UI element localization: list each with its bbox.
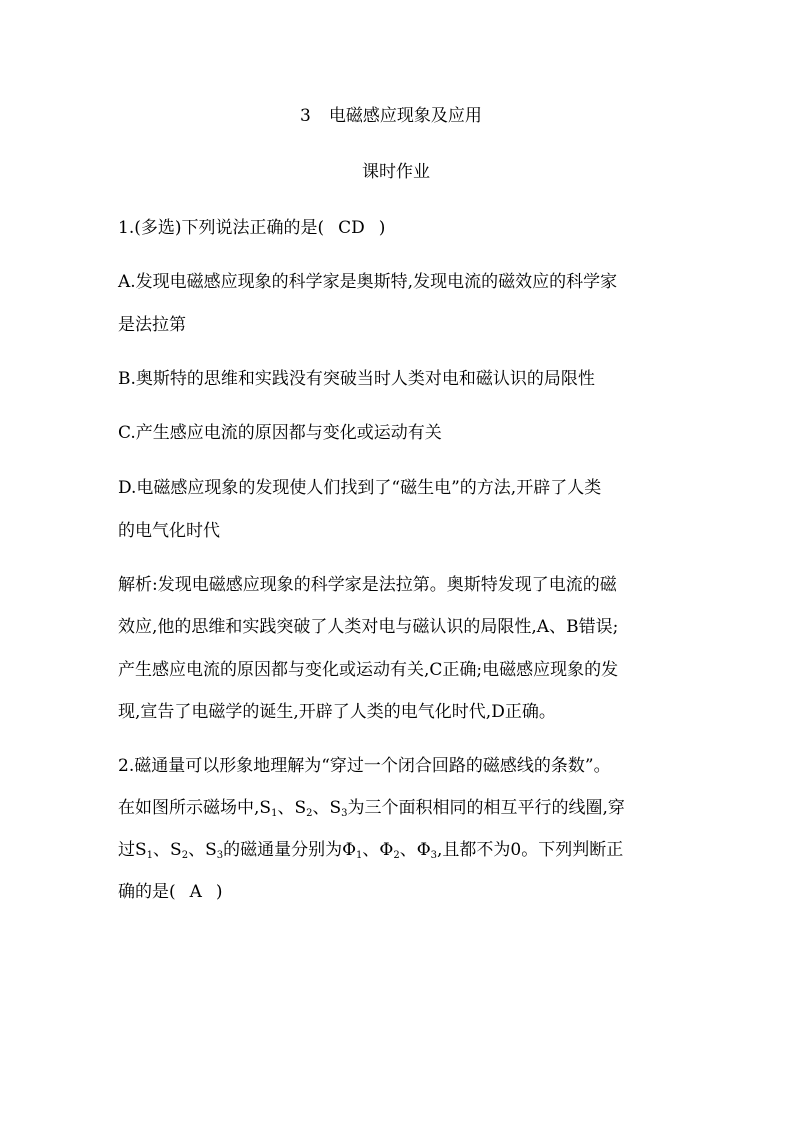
subscript-3: 3 [341,808,348,819]
page-subtitle: 课时作业 [362,162,430,182]
symbol-s3: S [205,840,217,860]
question-2-line-1: 2.磁通量可以形象地理解为“穿过一个闭合回路的磁感线的条数”。 [118,756,611,776]
question-2-line-2-prefix: 在如图所示磁场中, [118,798,260,818]
separator: 、 [312,798,330,818]
analysis-line-2: 效应,他的思维和实践突破了人类对电与磁认识的局限性,A、B错误; [118,617,619,637]
section-title [300,105,482,127]
question-2-line-2-suffix: 为三个面积相同的相互平行的线圈,穿 [347,798,625,818]
symbol-s3: S [329,798,342,818]
symbol-s1: S [135,840,147,860]
question-2-answer: A [189,882,202,902]
subscript-2: 2 [181,850,189,861]
section-number: 3 [300,106,311,126]
question-2-line-2 [118,797,625,825]
question-2-line-3-prefix: 过 [118,840,135,860]
question-2-line-3-mid: 的磁通量分别为 [223,840,343,860]
symbol-s2: S [294,798,307,818]
separator: 、 [277,798,295,818]
subscript-1: 1 [271,808,278,819]
question-1-prefix: 1.(多选)下列说法正确的是( [118,218,325,238]
symbol-s1: S [259,798,272,818]
analysis-line-3: 产生感应电流的原因都与变化或运动有关,C正确;电磁感应现象的发 [118,660,619,680]
analysis-line-4: 现,宣告了电磁学的诞生,开辟了人类的电气化时代,D正确。 [118,702,556,722]
symbol-phi1: Φ [342,840,357,860]
option-c: C.产生感应电流的原因都与变化或运动有关 [118,423,442,443]
separator: 、 [399,840,417,860]
option-a-line-1: A.发现电磁感应现象的科学家是奥斯特,发现电流的磁效应的科学家 [118,272,618,292]
subscript-2: 2 [306,808,313,819]
section-title-text: 电磁感应现象及应用 [328,106,482,126]
subscript-1: 1 [146,850,154,861]
subscript-1: 1 [356,850,363,861]
subscript-2: 2 [393,850,400,861]
question-2-line-3-suffix: ,且都不为0。下列判断正 [437,840,624,860]
analysis-line-1: 解析:发现电磁感应现象的科学家是法拉第。奥斯特发现了电流的磁 [118,575,617,595]
option-d-line-2: 的电气化时代 [118,521,220,541]
question-2-line-4-prefix: 确的是( [118,882,176,902]
question-2-line-4 [118,881,223,903]
symbol-phi2: Φ [379,840,394,860]
separator: 、 [153,840,171,860]
option-b: B.奥斯特的思维和实践没有突破当时人类对电和磁认识的局限性 [118,369,595,389]
question-1-suffix: ) [378,218,386,238]
subscript-3: 3 [430,850,438,861]
question-2-line-3 [118,839,623,867]
option-d-line-1: D.电磁感应现象的发现使人们找到了“磁生电”的方法,开辟了人类 [118,478,602,498]
question-2-line-4-suffix: ) [215,882,223,902]
separator: 、 [188,840,206,860]
subscript-3: 3 [216,850,224,861]
option-a-line-2: 是法拉第 [118,315,186,335]
question-1-answer: CD [338,218,365,238]
symbol-phi3: Φ [416,840,431,860]
separator: 、 [362,840,380,860]
symbol-s2: S [170,840,182,860]
question-1-stem [118,217,385,239]
